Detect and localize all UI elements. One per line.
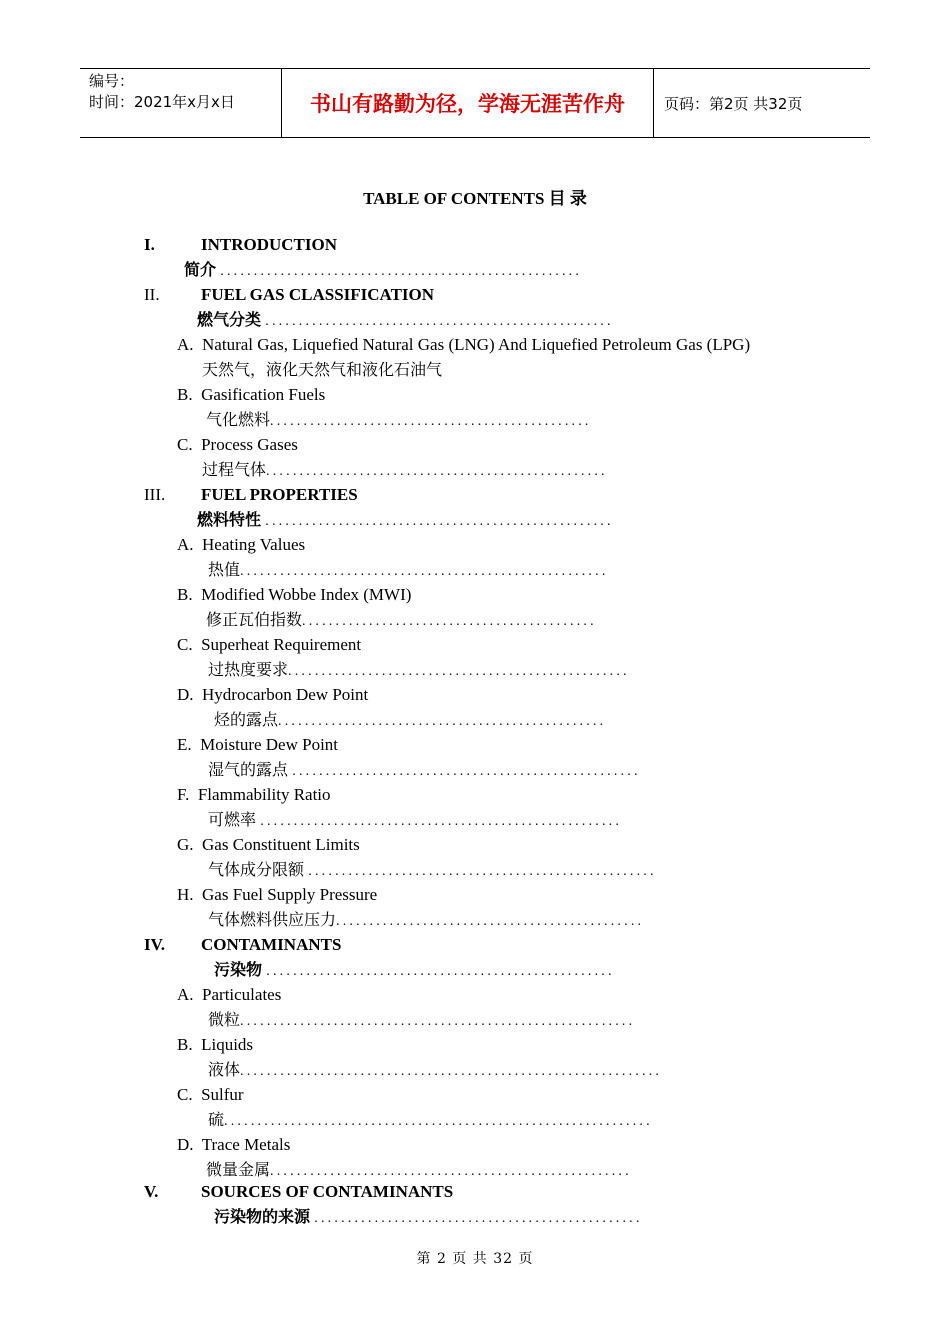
- toc-entry-zh: [197, 509, 614, 533]
- toc-entry-zh: [214, 1206, 643, 1230]
- toc-sub-entry: [177, 1034, 253, 1056]
- toc-entry-zh: [208, 559, 609, 583]
- sub-title: Heating Values: [202, 535, 306, 554]
- leader-dots: ....................................................: [308, 864, 657, 879]
- toc-sub-entry: [177, 1134, 290, 1156]
- leader-dots: ...................................................: [266, 464, 608, 479]
- toc-entry-zh: [214, 959, 615, 983]
- sub-title: Sulfur: [201, 1085, 244, 1104]
- page-header: [80, 68, 870, 138]
- leader-dots: .................................................: [314, 1211, 643, 1226]
- sub-letter: D.: [177, 1135, 194, 1154]
- leader-dots: .......................................................: [240, 564, 609, 579]
- toc-title: TABLE OF CONTENTS 目 录: [363, 189, 587, 208]
- toc-entry-zh: [208, 659, 630, 683]
- sub-letter: A.: [177, 335, 194, 354]
- sub-zh: 液体: [208, 1060, 241, 1079]
- sub-title: Moisture Dew Point: [200, 735, 339, 754]
- sub-letter: C.: [177, 635, 193, 654]
- toc-sub-entry: [177, 884, 377, 906]
- sub-title: Superheat Requirement: [201, 635, 362, 654]
- toc-sub-entry: [177, 734, 338, 756]
- document-number-label: 编号：: [89, 72, 135, 90]
- sub-zh: 热值: [208, 560, 241, 579]
- toc-entry-zh: [214, 709, 606, 733]
- section-zh: 污染物: [214, 960, 263, 979]
- document-time-label: 时间：2021年x月x日: [89, 93, 235, 111]
- sub-letter: H.: [177, 885, 194, 904]
- section-number: V.: [144, 1182, 159, 1201]
- toc-sub-entry: [177, 984, 281, 1006]
- leader-dots: ................................................................: [224, 1114, 653, 1129]
- sub-zh: 天然气，液化天然气和液化石油气: [202, 360, 443, 379]
- leader-dots: ...................................................: [288, 664, 630, 679]
- sub-title: Gas Fuel Supply Pressure: [202, 885, 378, 904]
- sub-title: Modified Wobbe Index (MWI): [201, 585, 412, 604]
- toc-entry-zh: [208, 809, 622, 833]
- toc-entry-zh: [208, 859, 657, 883]
- toc-entry-zh: [202, 359, 442, 381]
- section-zh: 燃料特性: [197, 510, 262, 529]
- sub-title: Gasification Fuels: [201, 385, 326, 404]
- toc-sub-entry: [177, 434, 298, 456]
- sub-zh: 气体成分限额: [208, 860, 305, 879]
- sub-letter: F.: [177, 785, 190, 804]
- section-title: FUEL GAS CLASSIFICATION: [201, 285, 435, 304]
- sub-zh: 可燃率: [208, 810, 257, 829]
- section-title: SOURCES OF CONTAMINANTS: [201, 1182, 454, 1201]
- sub-letter: A.: [177, 985, 194, 1004]
- sub-zh: 湿气的露点: [208, 760, 289, 779]
- sub-title: Natural Gas, Liquefied Natural Gas (LNG) And Liquefied Petroleum Gas (LPG): [202, 335, 751, 354]
- section-number: I.: [144, 235, 155, 254]
- section-title: CONTAMINANTS: [201, 935, 342, 954]
- sub-title: Gas Constituent Limits: [202, 835, 360, 854]
- sub-letter: A.: [177, 535, 194, 554]
- toc-entry-zh: [208, 1059, 662, 1083]
- sub-title: Trace Metals: [201, 1135, 291, 1154]
- sub-letter: C.: [177, 1085, 193, 1104]
- sub-zh: 过热度要求: [208, 660, 289, 679]
- toc-sub-entry: [177, 1084, 244, 1106]
- header-page-info: 页码：第2页 共32页: [664, 94, 803, 113]
- sub-letter: E.: [177, 735, 192, 754]
- sub-letter: B.: [177, 585, 193, 604]
- leader-dots: ....................................................: [265, 314, 614, 329]
- toc-sub-entry: [177, 684, 368, 706]
- sub-title: Particulates: [202, 985, 282, 1004]
- section-zh: 简介: [184, 260, 217, 279]
- sub-zh: 气体燃料供应压力: [208, 910, 337, 929]
- toc-entry-zh: [206, 1159, 632, 1183]
- leader-dots: ......................................................: [270, 1164, 632, 1179]
- sub-zh: 微粒: [208, 1010, 241, 1029]
- toc-entry-zh: [208, 759, 641, 783]
- sub-zh: 修正瓦伯指数: [206, 610, 303, 629]
- toc-entry-zh: [202, 459, 608, 483]
- toc-entry-zh: [197, 309, 614, 333]
- toc-sub-entry: [177, 384, 325, 406]
- section-zh: 污染物的来源: [214, 1207, 311, 1226]
- sub-letter: D.: [177, 685, 194, 704]
- leader-dots: .................................................: [278, 714, 607, 729]
- leader-dots: ....................................................: [292, 764, 641, 779]
- toc-sub-entry: [177, 634, 361, 656]
- sub-zh: 烃的露点: [214, 710, 279, 729]
- sub-zh: 硫: [208, 1110, 225, 1129]
- sub-zh: 过程气体: [202, 460, 267, 479]
- section-zh: 燃气分类: [197, 310, 262, 329]
- toc-sub-entry: [177, 534, 305, 556]
- sub-title: Process Gases: [201, 435, 298, 454]
- leader-dots: ....................................................: [265, 514, 614, 529]
- toc-sub-entry: [177, 784, 331, 806]
- header-meta: [80, 69, 282, 137]
- leader-dots: ................................................: [270, 414, 592, 429]
- leader-dots: ...............................................................: [240, 1064, 663, 1079]
- leader-dots: ............................................: [302, 614, 597, 629]
- section-title: FUEL PROPERTIES: [201, 485, 358, 504]
- section-title: INTRODUCTION: [201, 235, 338, 254]
- toc-entry-zh: [206, 609, 597, 633]
- leader-dots: ...........................................................: [240, 1014, 636, 1029]
- sub-zh: 微量金属: [206, 1160, 271, 1179]
- sub-letter: C.: [177, 435, 193, 454]
- leader-dots: ......................................................: [220, 264, 583, 279]
- sub-letter: B.: [177, 385, 193, 404]
- section-number: IV.: [144, 935, 165, 954]
- sub-title: Flammability Ratio: [197, 785, 331, 804]
- section-number: II.: [144, 285, 160, 304]
- leader-dots: ....................................................: [266, 964, 615, 979]
- toc-entry-zh: [206, 409, 592, 433]
- sub-letter: B.: [177, 1035, 193, 1054]
- sub-zh: 气化燃料: [206, 410, 271, 429]
- sub-title: Hydrocarbon Dew Point: [202, 685, 369, 704]
- toc-entry-zh: [208, 1109, 653, 1133]
- toc-entry-zh: [208, 909, 644, 933]
- leader-dots: ..............................................: [336, 914, 645, 929]
- header-motto: 书山有路勤为径，学海无涯苦作舟: [282, 69, 654, 137]
- toc-sub-entry: [177, 584, 411, 606]
- toc-entry-zh: [184, 259, 582, 283]
- sub-title: Liquids: [201, 1035, 254, 1054]
- section-number: III.: [144, 485, 166, 504]
- sub-letter: G.: [177, 835, 194, 854]
- leader-dots: ......................................................: [260, 814, 623, 829]
- toc-sub-entry: [177, 334, 750, 356]
- toc-entry-zh: [208, 1009, 635, 1033]
- toc-sub-entry: [177, 834, 360, 856]
- page-footer: 第 2 页 共 32 页: [416, 1251, 534, 1267]
